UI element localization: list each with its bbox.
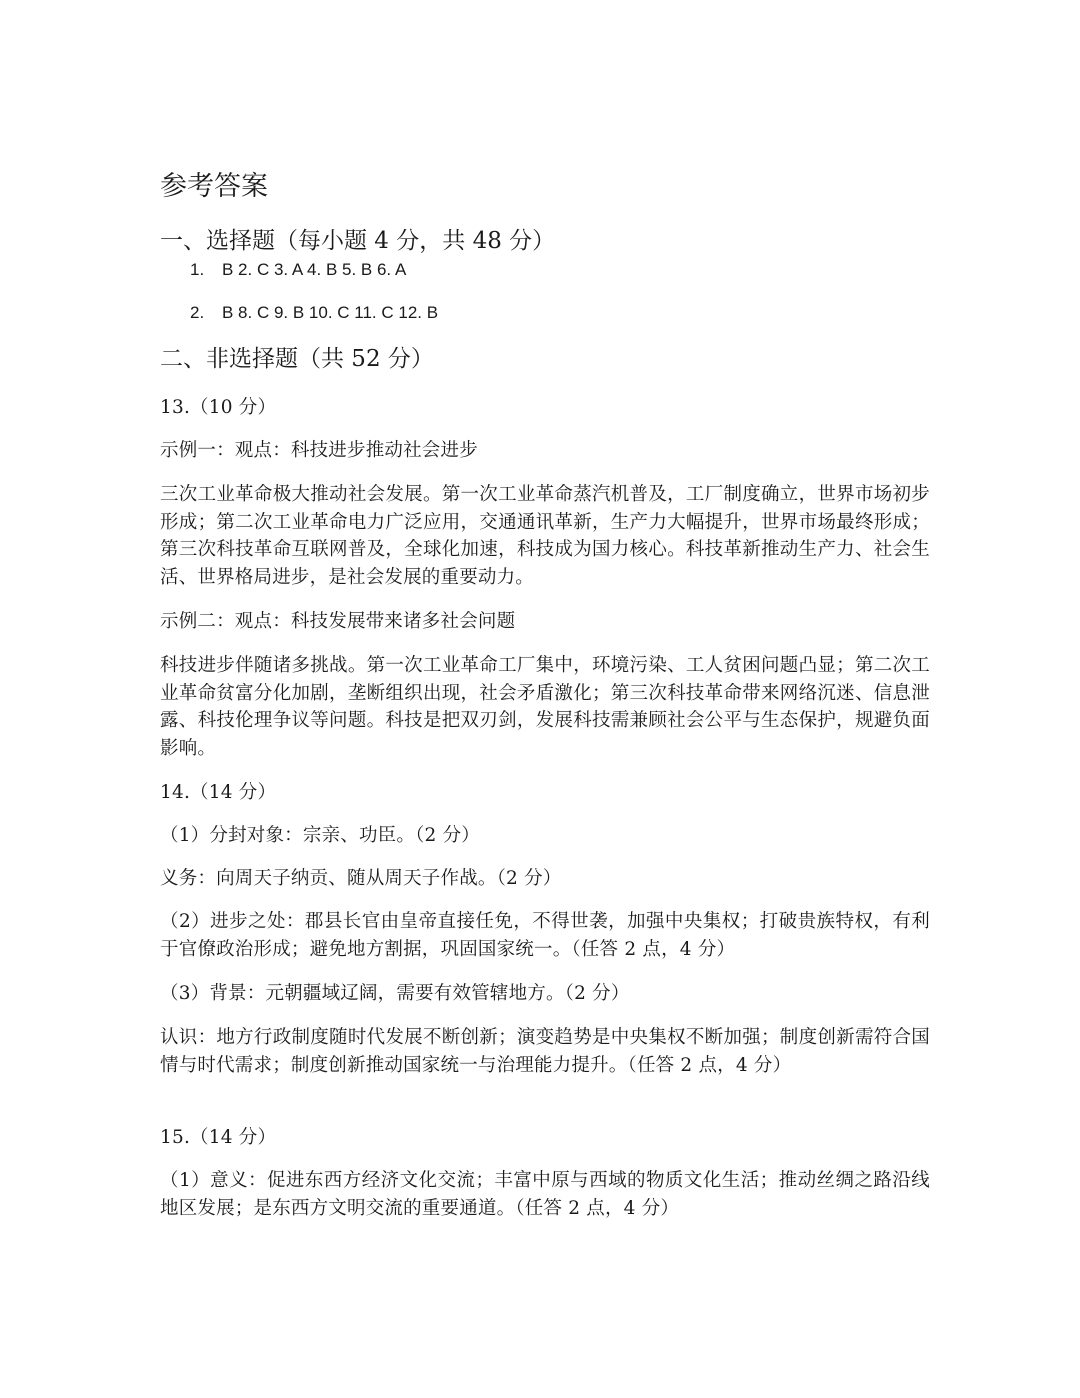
- mc-answer-line-1: [190, 258, 406, 282]
- mc-line-number: 2.: [190, 303, 205, 322]
- q14-part2: （2）进步之处：郡县长官由皇帝直接任免，不得世袭，加强中央集权；打破贵族特权，有利于官僚政治形成；避免地方割据，巩固国家统一。（任答 2 点，4 分）: [160, 911, 930, 960]
- q13-label: 13.（10 分）: [160, 397, 277, 418]
- q13-example1-heading: 示例一：观点：科技进步推动社会进步: [160, 440, 478, 461]
- q13-example2-heading: 示例二：观点：科技发展带来诸多社会问题: [160, 611, 516, 632]
- section-2-heading: 二、非选择题（共 52 分）: [160, 346, 434, 372]
- document-title: 参考答案: [160, 171, 268, 202]
- mc-line-answers: B 8. C 9. B 10. C 11. C 12. B: [222, 303, 439, 322]
- q15-part1: （1）意义：促进东西方经济文化交流；丰富中原与西域的物质文化生活；推动丝绸之路沿线地区发展；是东西方文明交流的重要通道。（任答 2 点，4 分）: [160, 1170, 930, 1219]
- q14-part1-duty: 义务：向周天子纳贡、随从周天子作战。（2 分）: [160, 868, 562, 889]
- q13-example1-body: 三次工业革命极大推动社会发展。第一次工业革命蒸汽机普及，工厂制度确立，世界市场初步形成；第二次工业革命电力广泛应用，交通通讯革新，生产力大幅提升，世界市场最终形成；第三次科技革命互联网普及，全球化加速，科技成为国力核心。科技革新推动生产力、社会生活、世界格局进步，是社会发展的重要动力。: [160, 484, 930, 588]
- mc-line-answers: B 2. C 3. A 4. B 5. B 6. A: [222, 260, 407, 279]
- q14-label: 14.（14 分）: [160, 782, 277, 803]
- q14-part1: （1）分封对象：宗亲、功臣。（2 分）: [160, 825, 480, 846]
- q14-part3: （3）背景：元朝疆域辽阔，需要有效管辖地方。（2 分）: [160, 983, 630, 1004]
- mc-line-number: 1.: [190, 260, 205, 279]
- q15-label: 15.（14 分）: [160, 1127, 277, 1148]
- section-1-heading: 一、选择题（每小题 4 分，共 48 分）: [160, 228, 556, 254]
- q13-example2-body: 科技进步伴随诸多挑战。第一次工业革命工厂集中，环境污染、工人贫困问题凸显；第二次工业革命贫富分化加剧，垄断组织出现，社会矛盾激化；第三次科技革命带来网络沉迷、信息泄露、科技伦理争议等问题。科技是把双刃剑，发展科技需兼顾社会公平与生态保护，规避负面影响。: [160, 655, 930, 759]
- q14-part3-view: 认识：地方行政制度随时代发展不断创新；演变趋势是中央集权不断加强；制度创新需符合国情与时代需求；制度创新推动国家统一与治理能力提升。（任答 2 点，4 分）: [160, 1027, 930, 1076]
- mc-answer-line-2: [190, 301, 438, 325]
